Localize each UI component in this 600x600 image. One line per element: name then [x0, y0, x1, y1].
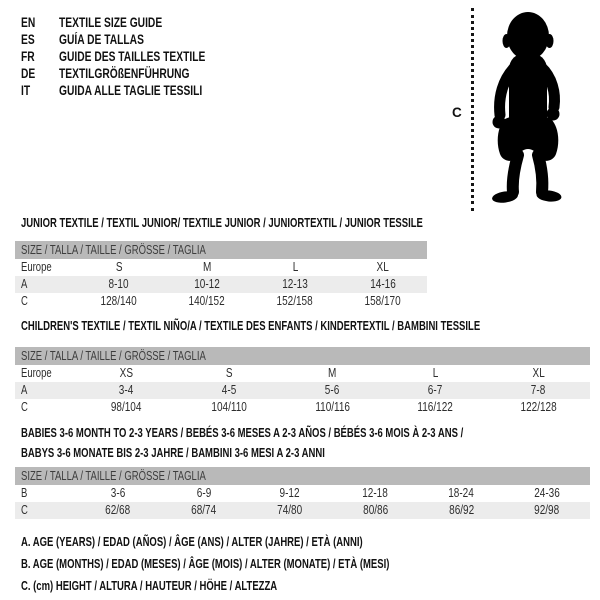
size-cell: 24-36: [534, 486, 560, 500]
footnote-c: C. (cm) HEIGHT / ALTURA / HAUTEUR / HÖHE / ALTEZZA: [21, 579, 278, 593]
size-cell: 8-10: [108, 277, 130, 291]
language-label: TEXTILE SIZE GUIDE: [59, 15, 163, 30]
size-cell: 116/122: [417, 400, 454, 414]
size-header-label: SIZE / TALLA / TAILLE / GRÖSSE / TAGLIA: [21, 469, 206, 483]
footnotes: [21, 536, 506, 600]
size-header-bar: [15, 241, 427, 259]
row-label: C: [21, 503, 28, 517]
size-cell: 4-5: [222, 383, 237, 397]
size-cell: 98/104: [111, 400, 142, 414]
table-row-age-months: [15, 485, 590, 502]
size-cell: 122/128: [520, 400, 557, 414]
size-cell: 3-6: [110, 486, 126, 500]
language-row-de: [21, 65, 252, 82]
size-header-label: SIZE / TALLA / TAILLE / GRÖSSE / TAGLIA: [21, 243, 206, 257]
row-label: Europe: [21, 366, 52, 380]
size-cell: 9-12: [279, 486, 300, 500]
size-cell: M: [202, 260, 212, 274]
language-row-es: [21, 31, 252, 48]
row-label: Europe: [21, 260, 52, 274]
junior-textile-title: JUNIOR TEXTILE / TEXTIL JUNIOR/ TEXTILE JUNIOR / JUNIORTEXTIL / JUNIOR TESSILE: [21, 216, 423, 230]
baby-figure: [450, 5, 598, 217]
language-code: EN: [21, 15, 36, 30]
size-cell: XL: [376, 260, 390, 274]
size-cell: 3-4: [119, 383, 134, 397]
language-label: TEXTILGRÖßENFÜHRUNG: [59, 66, 190, 81]
size-cell: 92/98: [534, 503, 560, 517]
language-code: IT: [21, 83, 31, 98]
size-cell: 74/80: [277, 503, 303, 517]
size-cell: 140/152: [188, 294, 226, 308]
language-label: GUIDE DES TAILLES TEXTILE: [59, 49, 206, 64]
table-row-height: [15, 399, 590, 416]
size-cell: 86/92: [448, 503, 474, 517]
table-row-age-years: [15, 382, 590, 399]
size-cell: 14-16: [370, 277, 396, 291]
size-cell: L: [292, 260, 298, 274]
language-label: GUIDA ALLE TAGLIE TESSILI: [59, 83, 203, 98]
size-cell: 152/158: [276, 294, 314, 308]
table-row-europe: [15, 259, 427, 276]
footnote-a: A. AGE (YEARS) / EDAD (AÑOS) / ÂGE (ANS) / ALTER (JAHRE) / ETÀ (ANNI): [21, 535, 363, 549]
size-cell: 158/170: [364, 294, 402, 308]
size-cell: M: [328, 366, 337, 380]
figure-height-label: C: [452, 105, 462, 120]
size-cell: 6-7: [428, 383, 443, 397]
language-code: DE: [21, 66, 36, 81]
language-label: GUÍA DE TALLAS: [59, 32, 144, 47]
babies-textile-title: BABIES 3-6 MONTH TO 2-3 YEARS / BEBÉS 3-6 MESES A 2-3 AÑOS / BÉBÉS 3-6 MOIS À 2-3 ANS / BABYS 3-6 MONATE BIS 2-3 JAHRE / BAMBINI 3-6 MESI A 2-3 ANNI: [21, 426, 464, 460]
height-dotted-line: [471, 8, 474, 211]
size-header-bar: [15, 347, 590, 365]
size-cell: XS: [119, 366, 134, 380]
row-label: A: [21, 277, 28, 291]
table-row-age-years: [15, 276, 427, 293]
size-cell: 110/116: [315, 400, 350, 414]
size-cell: 10-12: [194, 277, 220, 291]
language-row-it: [21, 82, 252, 99]
junior-size-table: [15, 241, 427, 310]
size-cell: S: [226, 366, 233, 380]
size-cell: 12-13: [282, 277, 308, 291]
size-cell: 128/140: [100, 294, 138, 308]
table-row-europe: [15, 365, 590, 382]
language-code: ES: [21, 32, 35, 47]
language-row-fr: [21, 48, 252, 65]
table-row-height: [15, 502, 590, 519]
size-cell: 104/110: [211, 400, 248, 414]
size-header-label: SIZE / TALLA / TAILLE / GRÖSSE / TAGLIA: [21, 349, 206, 363]
size-cell: 7-8: [531, 383, 546, 397]
size-header-bar: [15, 467, 590, 485]
row-label: B: [21, 486, 28, 500]
childrens-textile-title: CHILDREN'S TEXTILE / TEXTIL NIÑO/A / TEXTILE DES ENFANTS / KINDERTEXTIL / BAMBINI TESSILE: [21, 319, 481, 333]
footnote-b: B. AGE (MONTHS) / EDAD (MESES) / ÂGE (MOIS) / ALTER (MONATE) / ETÀ (MESI): [21, 557, 390, 571]
language-row-en: [21, 14, 252, 31]
language-list: [21, 14, 252, 99]
language-code: FR: [21, 49, 35, 64]
babies-size-table: [15, 467, 590, 519]
size-cell: 12-18: [362, 486, 389, 500]
row-label: C: [21, 294, 28, 308]
table-row-height: [15, 293, 427, 310]
size-cell: 6-9: [196, 486, 211, 500]
size-cell: 80/86: [362, 503, 388, 517]
size-cell: XL: [532, 366, 545, 380]
baby-silhouette-icon: [483, 9, 569, 209]
childrens-size-table: [15, 347, 590, 416]
size-cell: 18-24: [448, 486, 475, 500]
row-label: C: [21, 400, 28, 414]
size-cell: 62/68: [105, 503, 131, 517]
size-cell: 5-6: [325, 383, 340, 397]
size-cell: 68/74: [191, 503, 217, 517]
size-cell: L: [432, 366, 439, 380]
size-cell: S: [115, 260, 123, 274]
row-label: A: [21, 383, 28, 397]
